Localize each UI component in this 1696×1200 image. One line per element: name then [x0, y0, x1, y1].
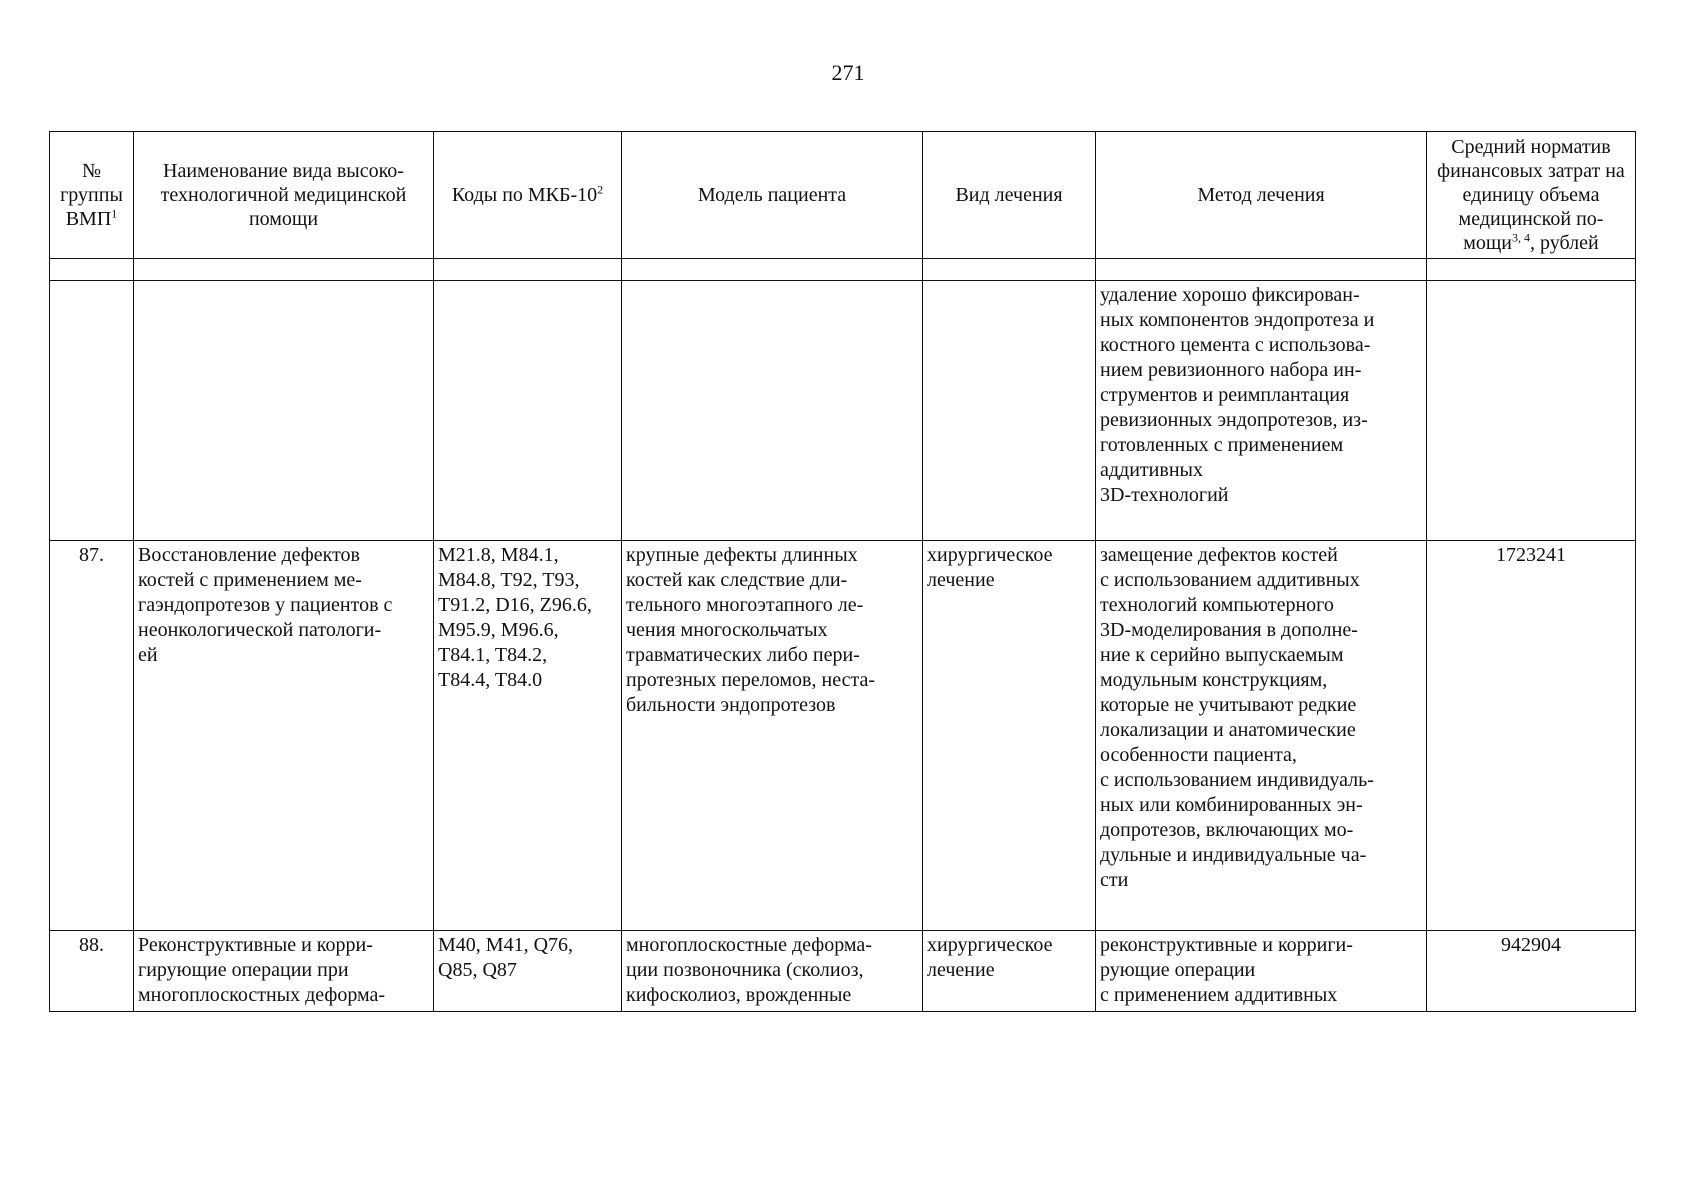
header-treatment-type: Вид лечения [923, 132, 1096, 259]
row-patient-model: крупные дефекты длинных костей как следствие дли- тельного многоэтапного ле- чения многоскольчатых травматических либо пери- протезных переломов, неста- бильности эндопротезов [622, 541, 923, 931]
row-number: 88. [50, 931, 134, 1012]
header-treatment-method: Метод лечения [1096, 132, 1427, 259]
page-number: 271 [831, 60, 865, 85]
row-treatment-type [923, 281, 1096, 541]
row-number [50, 281, 134, 541]
row-number: 87. [50, 541, 134, 931]
table-row [50, 281, 1636, 541]
table-row [50, 541, 1636, 931]
row-icd-codes [434, 281, 622, 541]
row-treatment-type: хирургическое лечение [923, 931, 1096, 1012]
row-icd-codes: M40, M41, Q76, Q85, Q87 [434, 931, 622, 1012]
header-patient-model: Модель пациента [622, 132, 923, 259]
row-patient-model: многоплоскостные деформа- ции позвоночника (сколиоз, кифосколиоз, врожденные [622, 931, 923, 1012]
header-cost-standard: Средний норматив финансовых затрат на единицу объема медицинской по-мощи$^{3, 4}$, рублей [1427, 132, 1636, 259]
row-cost: 942904 [1427, 931, 1636, 1012]
header-group-number: № группы ВМП$^1$ [50, 132, 134, 259]
spacer-row [50, 259, 1636, 281]
row-treatment-method: удаление хорошо фиксирован- ных компонентов эндопротеза и костного цемента с использова- нием ревизионного набора ин- струментов и реимплантация ревизионных эндопротезов, из- готовленных с применением аддитивных 3D-технологий [1096, 281, 1427, 541]
row-cost [1427, 281, 1636, 541]
header-care-type: Наименование вида высоко-технологичной медицинской помощи [134, 132, 434, 259]
row-care-name [134, 281, 434, 541]
row-icd-codes: M21.8, M84.1, M84.8, T92, T93, T91.2, D16, Z96.6, M95.9, M96.6, T84.1, T84.2, T84.4, T84.0 [434, 541, 622, 931]
vmp-table [49, 131, 1636, 1012]
table-row [50, 931, 1636, 1012]
row-cost: 1723241 [1427, 541, 1636, 931]
header-icd-codes: Коды по МКБ-$10^2$ [434, 132, 622, 259]
row-treatment-method: реконструктивные и корриги- рующие операции с применением аддитивных [1096, 931, 1427, 1012]
row-care-name: Реконструктивные и корри- гирующие операции при многоплоскостных деформа- [134, 931, 434, 1012]
row-patient-model [622, 281, 923, 541]
header-row [50, 132, 1636, 259]
row-care-name: Восстановление дефектов костей с применением ме- гаэндопротезов у пациентов с неонкологической патологи- ей [134, 541, 434, 931]
row-treatment-type: хирургическое лечение [923, 541, 1096, 931]
row-treatment-method: замещение дефектов костей с использованием аддитивных технологий компьютерного 3D-моделирования в дополне- ние к серийно выпускаемым модульным конструкциям, которые не учитывают редкие локализации и анатомические особенности пациента, с использованием индивидуаль- ных или комбинированных эн- допротезов, включающих мо- дульные и индивидуальные ча- сти [1096, 541, 1427, 931]
